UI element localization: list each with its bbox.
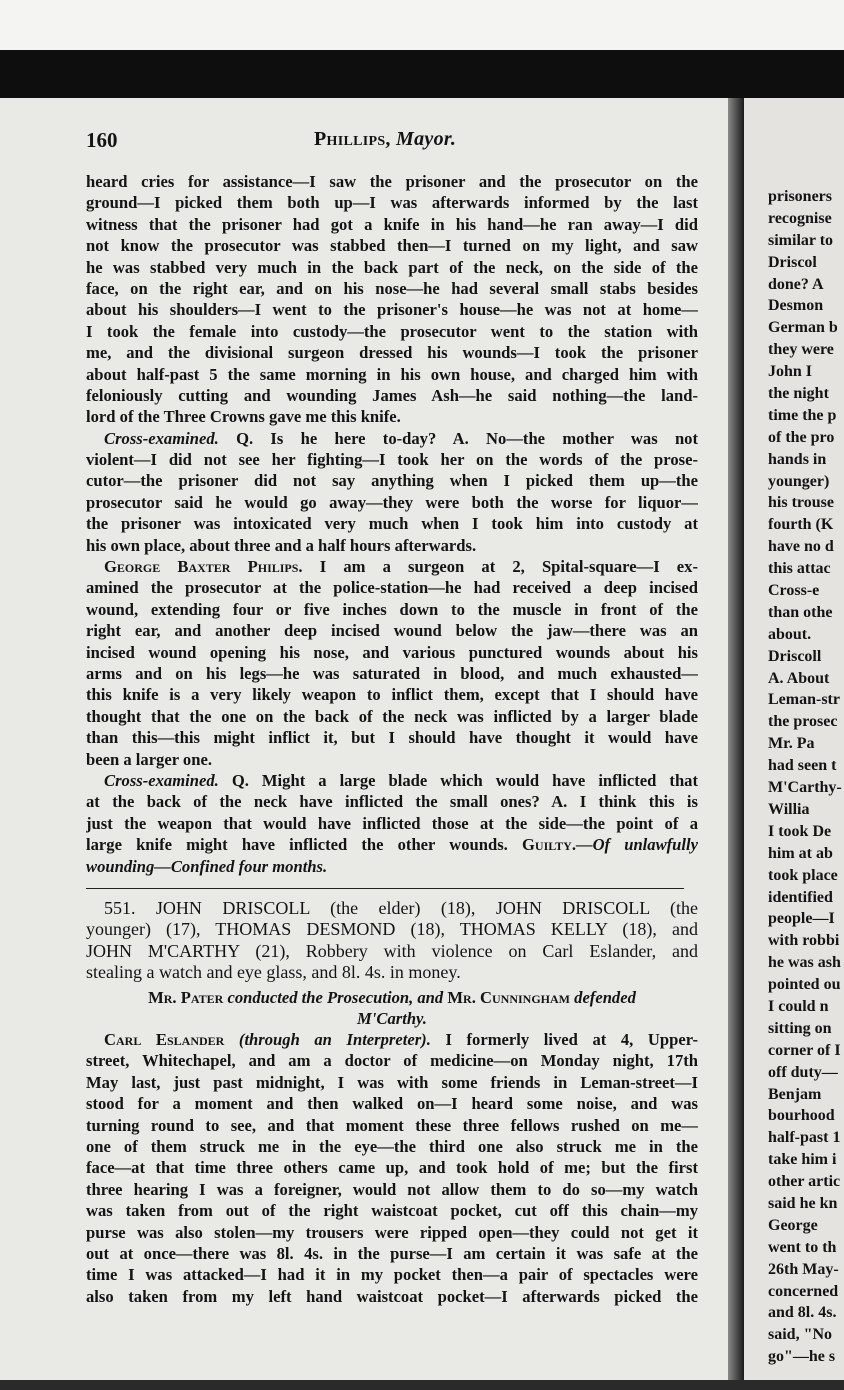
text-line: purse was also stolen—my trousers were ripped open—they could not get it (86, 1222, 698, 1242)
text-line: prosecutor said he would go away—they were both the worse for liquor— (86, 492, 698, 512)
right-page-line: this attac (768, 560, 831, 578)
text-line: time I was attacked—I had it in my pocket then—a pair of spectacles were (86, 1265, 698, 1285)
verdict-line: large knife might have inflicted the other wounds. Guilty.—Of unlawfully (86, 835, 698, 855)
text-line: one of them struck me in the eye—the third one also struck me in the (86, 1136, 698, 1156)
right-page-line: similar to (768, 231, 834, 249)
text-line: he was stabbed very much in the back part of the neck, on the side of the (86, 257, 698, 277)
text-line: not know the prosecutor was stabbed then—I turned on my light, and saw (86, 236, 698, 256)
right-page-line: fourth (K (768, 516, 834, 534)
right-page-line: Driscoll (768, 647, 822, 665)
right-page-text (768, 186, 844, 1368)
text-line: feloniously cutting and wounding James Ash—he said nothing—the land- (86, 385, 698, 405)
right-page-line: and 8l. 4s. (768, 1304, 837, 1322)
right-page-line: sitting on (768, 1019, 832, 1037)
text-line: heard cries for assistance—I saw the prisoner and the prosecutor on the (86, 172, 698, 191)
right-page-line: off duty— (768, 1063, 838, 1081)
right-page-line: he was ash (768, 954, 841, 972)
right-page-line: people—I (768, 910, 835, 928)
text-line: violent—I did not see her fighting—I took her on the words of the prose- (86, 450, 698, 470)
case-heading (86, 898, 698, 984)
cross-examined-label: Cross-examined. (104, 770, 219, 790)
right-page-line: said he kn (768, 1194, 838, 1212)
book-gutter (728, 98, 744, 1380)
text-line: witness that the prisoner had got a knife in his hand—he ran away—I did (86, 214, 698, 234)
text-line: amined the prosecutor at the police-station—he had received a deep incised (86, 578, 698, 598)
text-line: this knife is a very likely weapon to inflict them, except that I should have (86, 685, 698, 705)
right-page-line: they were (768, 341, 834, 359)
right-page-line: with robbi (768, 932, 840, 950)
right-page-line: pointed ou (768, 976, 841, 994)
case-line: 551. JOHN DRISCOLL (the elder) (18), JOHN DRISCOLL (the (104, 898, 698, 918)
witness-name: George Baxter Philips. (104, 557, 303, 577)
right-page-line: Driscol (768, 253, 817, 271)
right-page-line: took place (768, 866, 838, 884)
cross-examination-line: Cross-examined. Q. Is he here to-day? A. No—the mother was not (104, 428, 698, 448)
right-page-line: Cross-e (768, 582, 820, 600)
right-page-line: I could n (768, 997, 829, 1015)
witness-line: George Baxter Philips. I am a surgeon at 2, Spital-square—I ex- (104, 557, 698, 577)
text-line: face, on the right ear, and on his nose—he had several small stabs besides (86, 278, 698, 298)
text-line: also taken from my left hand waistcoat pocket—I afterwards picked the (86, 1286, 698, 1306)
right-page-line: time the p (768, 406, 837, 424)
running-head (314, 128, 456, 151)
right-page-line: John I (768, 363, 813, 381)
text-line: face—at that time three others came up, and took hold of me; but the first (86, 1158, 698, 1178)
right-page-line: half-past 1 (768, 1129, 841, 1147)
text-line: was taken from out of the right waistcoat pocket, cut off this chain—my (86, 1201, 698, 1221)
right-page-line: his trouse (768, 494, 834, 512)
text-line: three hearing I was a foreigner, would not allow them to do so—my watch (86, 1179, 698, 1199)
text-line: about half-past 5 the same morning in his own house, and charged him with (86, 364, 698, 384)
right-page-line: Benjam (768, 1085, 822, 1103)
right-page-line: the night (768, 385, 829, 403)
counsel-prosecution: Mr. Pater (148, 988, 224, 1007)
counsel-defence: Mr. Cunningham (447, 988, 570, 1007)
testimony-paragraph (86, 171, 698, 877)
case-line: stealing a watch and eye glass, and 8l. 4s. in money. (86, 962, 461, 983)
witness-line: Carl Eslander (through an Interpreter). I formerly lived at 4, Upper- (104, 1030, 698, 1049)
text-line: just the weapon that would have inflicted those at the side—the point of a (86, 813, 698, 833)
text-line: me, and the divisional surgeon dressed his wounds—I took the prisoner (86, 343, 698, 363)
text-line: at the back of the neck have inflicted the small ones? A. I think this is (86, 792, 698, 812)
scan-top-margin (0, 0, 844, 50)
right-page-line: of the pro (768, 428, 835, 446)
right-page-line: German b (768, 319, 838, 337)
cross-examined-label: Cross-examined. (104, 428, 219, 448)
verdict-line: wounding—Confined four months. (86, 856, 328, 876)
right-page-line: have no d (768, 538, 834, 556)
right-page-line: about. (768, 625, 812, 643)
text-line: the prisoner was intoxicated very much when I took him into custody at (86, 514, 698, 534)
right-page-line: concerned (768, 1282, 839, 1300)
right-page-line: 26th May- (768, 1260, 839, 1278)
text-line: out at once—there was 8l. 4s. in the purse—I am certain it was safe at the (86, 1243, 698, 1263)
right-page-fragment (744, 98, 844, 1380)
text-line: lord of the Three Crowns gave me this knife. (86, 407, 401, 427)
running-head-name: Phillips, (314, 128, 391, 150)
eslander-testimony (86, 1029, 698, 1307)
right-page-line: George (768, 1216, 818, 1234)
right-page-line: M'Carthy- (768, 779, 842, 797)
verdict-label: Guilty. (522, 835, 576, 855)
cross-examination-line: Cross-examined. Q. Might a large blade which would have inflicted that (104, 770, 698, 790)
text-line: his own place, about three and a half hours afterwards. (86, 535, 477, 555)
right-page-line: Mr. Pa (768, 735, 815, 753)
text-line: I took the female into custody—the prosecutor went to the station with (86, 321, 698, 341)
text-line: arms and on his legs—he was saturated in blood, and much exhausted— (86, 663, 698, 683)
right-page-line: him at ab (768, 844, 833, 862)
right-page-line: said, "No (768, 1326, 833, 1344)
right-page-line: than othe (768, 603, 833, 621)
page-number: 160 (86, 128, 118, 152)
witness-name: Carl Eslander (104, 1030, 225, 1049)
right-page-line: hands in (768, 450, 827, 468)
right-page-line: Desmon (768, 297, 824, 315)
scan-dark-edge (0, 50, 844, 98)
right-page-line: A. About (768, 669, 830, 687)
text-line: than this—this might inflict it, but I should have thought it would have (86, 728, 698, 748)
text-line: ground—I picked them both up—I was afterwards informed by the last (86, 193, 698, 213)
text-line: turning round to see, and that moment these three fellows rushed on me— (86, 1115, 698, 1135)
right-page-line: done? A (768, 275, 824, 293)
right-page-line: recognise (768, 209, 832, 227)
text-line: incised wound opening his nose, and various punctured wounds about his (86, 642, 698, 662)
text-line: stood for a moment and then walked on—I heard some noise, and was (86, 1094, 698, 1114)
text-line: cutor—the prisoner did not say anything when I picked them up—the (86, 471, 698, 491)
right-page-line: identified (768, 888, 833, 906)
case-line: JOHN M'CARTHY (21), Robbery with violence on Carl Eslander, and (86, 940, 698, 961)
right-page-line: went to th (768, 1238, 837, 1256)
case-line: younger) (17), THOMAS DESMOND (18), THOMAS KELLY (18), and (86, 919, 698, 940)
right-page-line: had seen t (768, 757, 837, 775)
right-page-line: the prosec (768, 713, 838, 731)
right-page-line: I took De (768, 822, 832, 840)
text-line: thought that the one on the back of the neck was inflicted by a larger blade (86, 706, 698, 726)
right-page-line: go"—he s (768, 1348, 836, 1366)
section-rule (86, 888, 684, 889)
scan-bottom-edge (0, 1380, 844, 1390)
right-page-line: corner of I (768, 1041, 841, 1059)
text-line: May last, just past midnight, I was with some friends in Leman-street—I (86, 1072, 698, 1092)
text-line: right ear, and another deep incised wound below the jaw—there was an (86, 621, 698, 641)
running-head-title: Mayor. (396, 128, 457, 150)
counsel-client-line: M'Carthy. (357, 1009, 427, 1029)
right-page-line: prisoners (768, 188, 832, 205)
right-page-line: bourhood (768, 1107, 835, 1125)
right-page-line: other artic (768, 1173, 841, 1191)
right-page-line: Willia (768, 800, 810, 818)
text-line: street, Whitechapel, and am a doctor of medicine—on Monday night, 17th (86, 1051, 698, 1071)
right-page-line: Leman-str (768, 691, 840, 709)
text-line: been a larger one. (86, 749, 212, 769)
counsel-note (86, 987, 698, 1030)
right-page-line: younger) (768, 472, 830, 490)
counsel-line: Mr. Pater conducted the Prosecution, and Mr. Cunningham defended (148, 988, 636, 1007)
text-line: about his shoulders—I went to the prisoner's house—he was not at home— (86, 300, 698, 320)
right-page-line: take him i (768, 1151, 837, 1169)
text-line: wound, extending four or five inches down to the muscle in front of the (86, 599, 698, 619)
